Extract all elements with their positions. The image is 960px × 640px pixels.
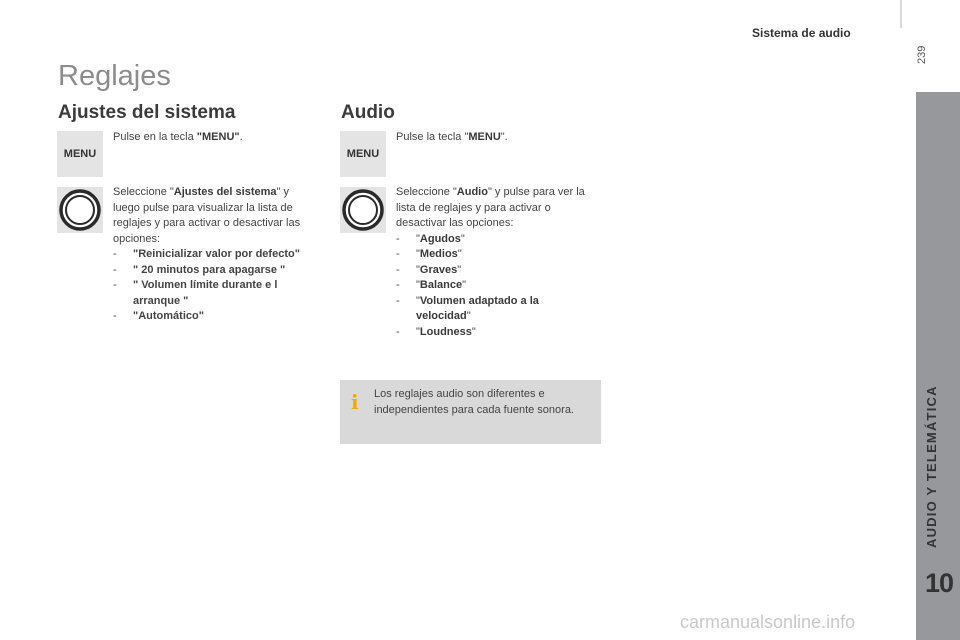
option-label: "Automático" — [133, 310, 204, 322]
step-text: ". — [500, 131, 508, 143]
step-text: Seleccione " — [396, 186, 457, 198]
system-step1 — [113, 130, 317, 146]
option-item — [396, 247, 600, 263]
option-item — [113, 247, 317, 263]
quote: " — [416, 279, 420, 291]
quote: " — [416, 294, 420, 307]
option-item — [113, 309, 317, 325]
chapter-title: AUDIO Y TELEMÁTICA — [924, 385, 939, 548]
option-label: " Volumen límite durante e l arranque " — [133, 279, 278, 307]
audio-heading: Audio — [341, 102, 395, 123]
chapter-number: 10 — [925, 568, 954, 598]
option-dash: - — [396, 263, 400, 276]
step-key: MENU — [468, 131, 501, 143]
quote: " — [416, 263, 420, 276]
step-key: Audio — [456, 186, 488, 198]
rotary-knob-icon — [340, 187, 386, 233]
running-header: Sistema de audio — [752, 26, 851, 40]
step-text: Pulse en la tecla — [113, 131, 197, 143]
option-item — [396, 325, 600, 341]
option-dash: - — [113, 248, 117, 260]
page-number: 239 — [916, 45, 928, 64]
option-dash: - — [396, 279, 400, 291]
step-text: " y luego pulse para visualizar la lista de reglajes y para activar o desactivar las opciones: — [113, 186, 301, 245]
option-item — [113, 278, 317, 309]
info-icon: i — [351, 390, 359, 414]
quote: " — [460, 232, 465, 245]
system-settings-heading: Ajustes del sistema — [58, 102, 236, 123]
option-item — [396, 278, 600, 294]
step-key: "MENU" — [196, 131, 240, 143]
step-text: . — [239, 131, 243, 143]
option-item — [396, 294, 600, 325]
option-label: Agudos — [419, 232, 461, 245]
step-text: Seleccione " — [113, 186, 174, 198]
option-dash: - — [396, 294, 400, 307]
option-label: Volumen adaptado a la velocidad — [416, 294, 539, 322]
page-title: Reglajes — [58, 60, 171, 92]
option-label: Balance — [419, 279, 463, 291]
option-dash: - — [113, 263, 117, 276]
step-text: " y pulse para ver la lista de reglajes y para activar o desactivar las opciones: — [396, 186, 585, 229]
audio-step1 — [396, 130, 600, 146]
quote: " — [462, 279, 467, 291]
quote: " — [416, 232, 420, 245]
step-key: Ajustes del sistema — [173, 186, 277, 198]
quote: " — [466, 310, 471, 322]
option-label: Graves — [419, 263, 458, 276]
quote: " — [457, 248, 462, 260]
menu-key-icon — [57, 131, 103, 177]
option-dash: - — [396, 248, 400, 260]
quote: " — [457, 263, 462, 276]
quote: " — [471, 325, 476, 338]
option-label: " 20 minutos para apagarse " — [133, 263, 286, 276]
option-item — [113, 263, 317, 279]
quote: " — [416, 325, 420, 338]
option-item — [396, 232, 600, 248]
info-text: Los reglajes audio son diferentes e independientes para cada fuente sonora. — [374, 388, 574, 416]
option-dash: - — [396, 232, 400, 245]
chapter-side-tab — [916, 92, 960, 640]
option-label: Medios — [419, 248, 458, 260]
header-divider — [900, 0, 902, 28]
watermark: carmanualsonline.info — [680, 612, 856, 632]
option-dash: - — [113, 310, 117, 322]
system-step2 — [113, 185, 317, 325]
option-label: "Reinicializar valor por defecto" — [133, 248, 300, 260]
menu-key-label: MENU — [63, 148, 97, 160]
option-dash: - — [113, 279, 117, 291]
option-dash: - — [396, 325, 400, 338]
option-item — [396, 263, 600, 279]
audio-step2 — [396, 185, 600, 340]
rotary-knob-icon — [57, 187, 103, 233]
option-label: Loudness — [419, 325, 472, 338]
step-text: Pulse la tecla " — [396, 131, 469, 143]
quote: " — [416, 248, 420, 260]
menu-key-label: MENU — [346, 148, 380, 160]
menu-key-icon — [340, 131, 386, 177]
